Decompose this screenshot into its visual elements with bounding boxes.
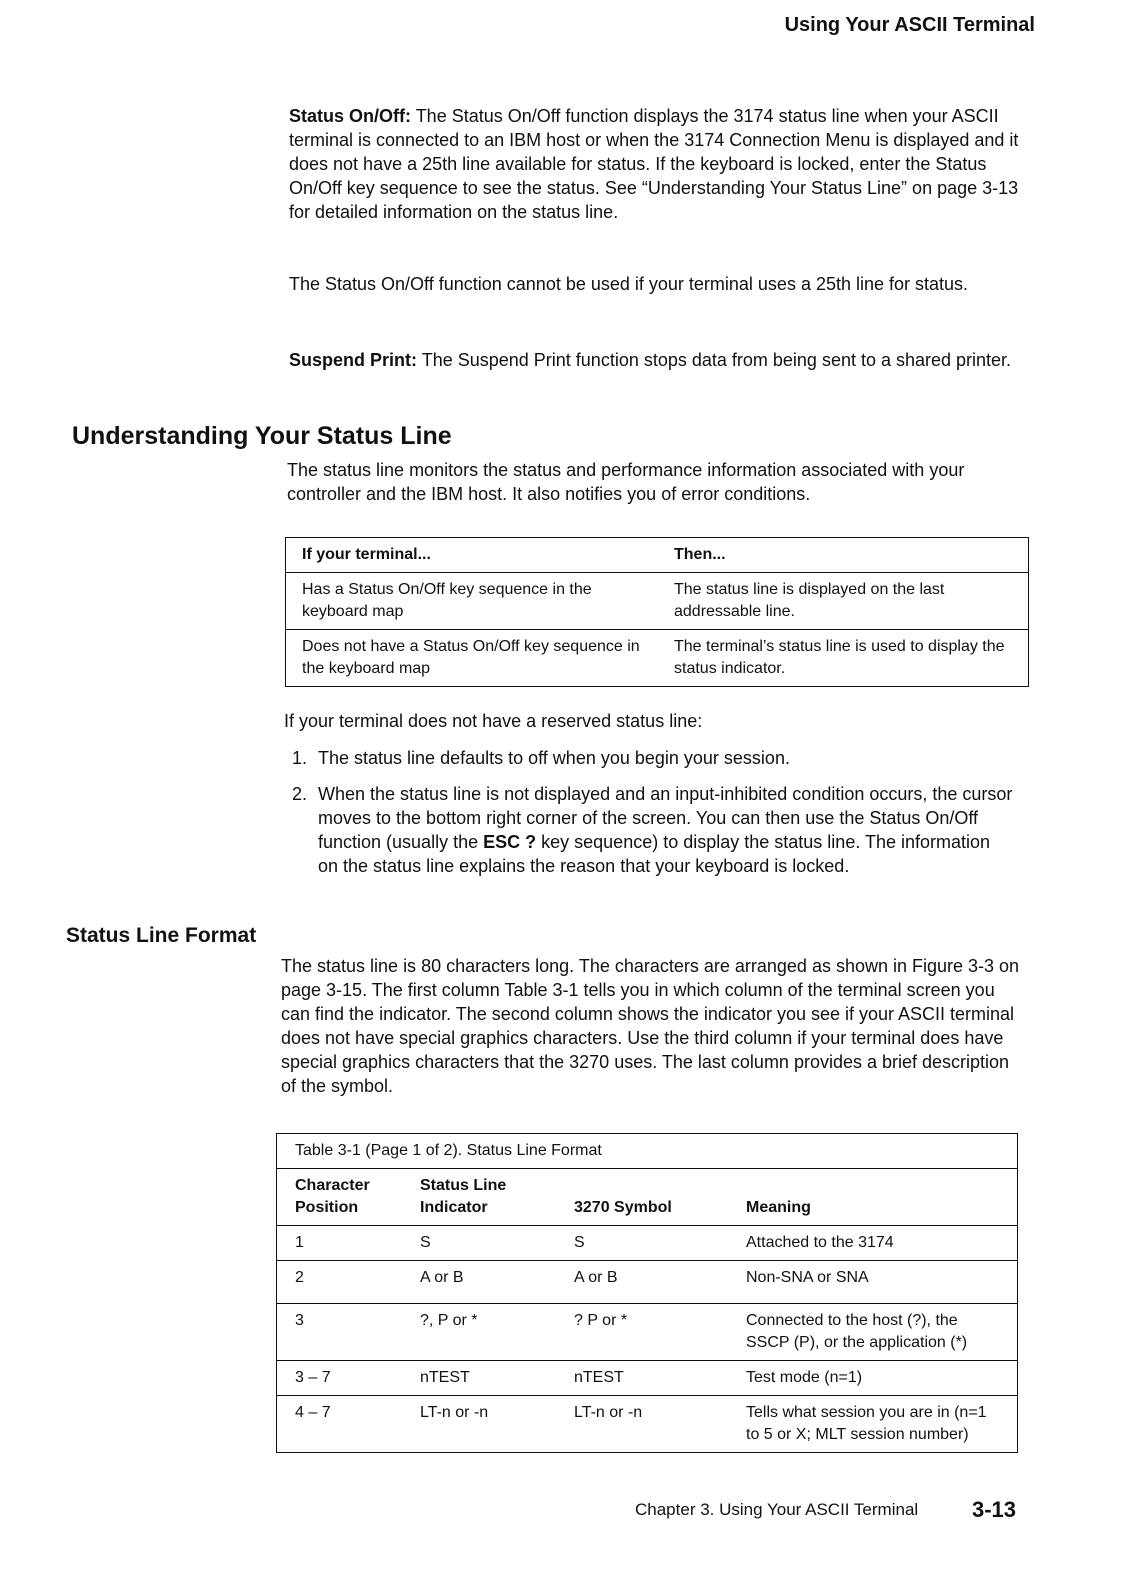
- table-cell: Connected to the host (?), the SSCP (P), or the application (*): [730, 1304, 1018, 1361]
- suspend-print-label: Suspend Print:: [289, 350, 418, 370]
- status-onoff-paragraph: [289, 104, 1029, 224]
- table-cell: Attached to the 3174: [730, 1226, 1018, 1261]
- format-paragraph: The status line is 80 characters long. The characters are arranged as shown in Figure 3-3 on page 3-15. The first column Table 3-1 tells you in which column of the terminal screen you can find the indicator. The second column shows the indicator you see if your ASCII terminal does not have special graphics characters. Use the third column if your terminal does have special graphics characters that the 3270 uses. The last column provides a brief description of the symbol.: [281, 956, 1020, 1096]
- table-cell: S: [404, 1226, 558, 1261]
- table-cell: A or B: [404, 1261, 558, 1304]
- running-title: Using Your ASCII Terminal: [784, 14, 1035, 36]
- table-cell: ? P or *: [558, 1304, 730, 1361]
- status-onoff-label: Status On/Off:: [289, 106, 411, 126]
- section-intro: The status line monitors the status and performance information associated with your controller and the IBM host. It also notifies you of error conditions.: [287, 460, 965, 504]
- footer-chapter: Chapter 3. Using Your ASCII Terminal: [635, 1500, 919, 1519]
- table-row: [277, 1361, 1018, 1396]
- status-onoff-note: The Status On/Off function cannot be used if your terminal uses a 25th line for status.: [289, 274, 969, 294]
- steps-list: [284, 746, 1014, 890]
- key-sequence: ESC ?: [483, 832, 537, 852]
- table-caption: Table 3-1 (Page 1 of 2). Status Line Format: [295, 1142, 602, 1159]
- table-cell: Tells what session you are in (n=1 to 5 or X; MLT session number): [730, 1396, 1018, 1453]
- table-row: [286, 573, 1029, 630]
- status-line-format-table: [276, 1133, 1018, 1453]
- table-cell: Non-SNA or SNA: [730, 1261, 1018, 1304]
- table-header-row: [286, 538, 1029, 573]
- table-header-cell: Meaning: [730, 1169, 1018, 1226]
- table-cell: Has a Status On/Off key sequence in the keyboard map: [286, 573, 659, 630]
- table-header-cell: Character Position: [277, 1169, 405, 1226]
- table-header-cell: If your terminal...: [302, 546, 431, 563]
- list-item: [284, 782, 1014, 878]
- table-cell: The terminal’s status line is used to display the status indicator.: [658, 630, 1029, 687]
- table-cell: nTEST: [558, 1361, 730, 1396]
- table-cell: ?, P or *: [404, 1304, 558, 1361]
- table-cell: LT-n or -n: [404, 1396, 558, 1453]
- table-cell: 1: [277, 1226, 405, 1261]
- subsection-title: Status Line Format: [66, 924, 257, 947]
- list-item-number: 2.: [292, 784, 308, 804]
- table-header-cell: Status Line Indicator: [404, 1169, 558, 1226]
- table-cell: Does not have a Status On/Off key sequence in the keyboard map: [286, 630, 659, 687]
- table-cell: S: [558, 1226, 730, 1261]
- table-row: [277, 1261, 1018, 1304]
- table-cell: Test mode (n=1): [730, 1361, 1018, 1396]
- suspend-print-text: The Suspend Print function stops data from being sent to a shared printer.: [421, 350, 1012, 370]
- list-item-text: key sequence) to display the status line. The information on the status line explains the reason that your keyboard is locked.: [318, 832, 991, 876]
- table-header-cell: Then...: [674, 546, 726, 563]
- section-title: Understanding Your Status Line: [72, 422, 452, 450]
- decision-table: [285, 537, 1029, 687]
- page-number: 3-13: [972, 1497, 1017, 1522]
- list-item: [284, 746, 1014, 770]
- reserved-lead: If your terminal does not have a reserved status line:: [284, 711, 703, 731]
- table-row: [277, 1304, 1018, 1361]
- table-row: [277, 1396, 1018, 1453]
- table-cell: nTEST: [404, 1361, 558, 1396]
- table-header-cell: 3270 Symbol: [558, 1169, 730, 1226]
- table-caption-row: [277, 1134, 1018, 1169]
- table-header-row: [277, 1169, 1018, 1226]
- table-cell: 4 – 7: [277, 1396, 405, 1453]
- table-cell: 3: [277, 1304, 405, 1361]
- table-row: [277, 1226, 1018, 1261]
- status-onoff-text: The Status On/Off function displays the 3174 status line when your ASCII terminal is connected to an IBM host or when the 3174 Connection Menu is displayed and it does not have a 25th line available for status. If the keyboard is locked, enter the Status On/Off key sequence to see the status. See “Understanding Your Status Line” on page 3-13 for detailed information on the status line.: [289, 106, 1019, 222]
- table-cell: The status line is displayed on the last addressable line.: [658, 573, 1029, 630]
- list-item-text: The status line defaults to off when you begin your session.: [318, 748, 790, 768]
- table-cell: A or B: [558, 1261, 730, 1304]
- table-row: [286, 630, 1029, 687]
- suspend-print-paragraph: [289, 348, 1029, 372]
- list-item-number: 1.: [292, 748, 308, 768]
- table-cell: LT-n or -n: [558, 1396, 730, 1453]
- table-cell: 3 – 7: [277, 1361, 405, 1396]
- table-cell: 2: [277, 1261, 405, 1304]
- list-item-text: When the status line is not displayed and an input-inhibited condition occurs, the cursor moves to the bottom right corner of the screen. You can then use the Status On/Off function (usually the: [318, 784, 1013, 852]
